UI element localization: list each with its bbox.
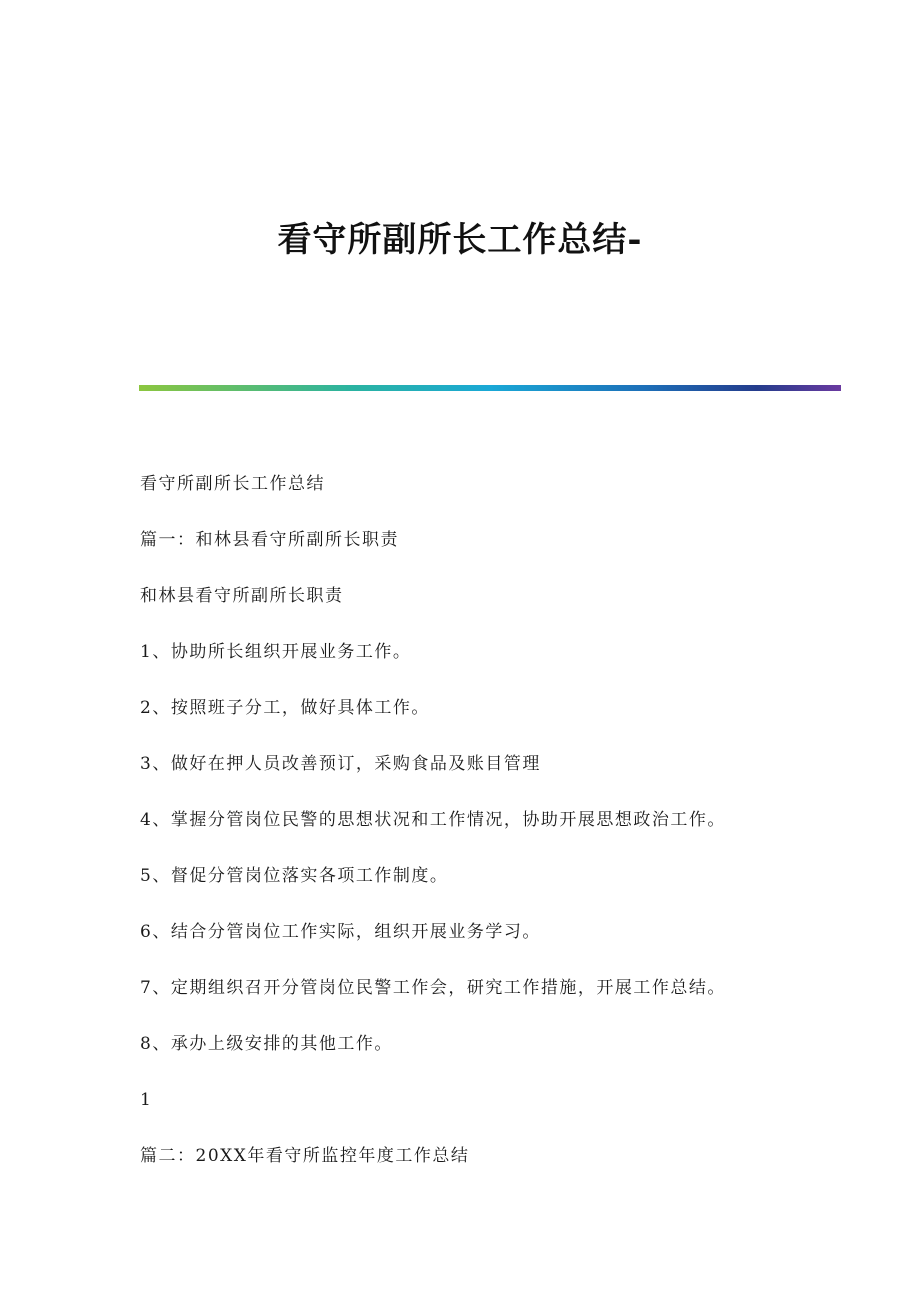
document-body: [140, 468, 860, 1196]
list-item: 8、承办上级安排的其他工作。: [140, 1034, 393, 1054]
list-item: 6、结合分管岗位工作实际，组织开展业务学习。: [140, 922, 541, 942]
list-item: 2、按照班子分工，做好具体工作。: [140, 698, 430, 718]
body-line: 和林县看守所副所长职责: [140, 586, 344, 606]
list-item: 7、定期组织召开分管岗位民警工作会，研究工作措施，开展工作总结。: [140, 978, 726, 998]
page-number: 1: [140, 1090, 153, 1110]
gradient-divider: [139, 385, 841, 391]
list-item: 1、协助所长组织开展业务工作。: [140, 642, 412, 662]
section-heading: 篇一：和林县看守所副所长职责: [140, 530, 399, 550]
body-line: 看守所副所长工作总结: [140, 474, 325, 494]
list-item: 3、做好在押人员改善预订，采购食品及账目管理: [140, 754, 541, 774]
list-item: 4、掌握分管岗位民警的思想状况和工作情况，协助开展思想政治工作。: [140, 810, 726, 830]
list-item: 5、督促分管岗位落实各项工作制度。: [140, 866, 449, 886]
document-title: 看守所副所长工作总结-: [277, 220, 643, 260]
section-heading: 篇二：20XX年看守所监控年度工作总结: [140, 1146, 470, 1166]
